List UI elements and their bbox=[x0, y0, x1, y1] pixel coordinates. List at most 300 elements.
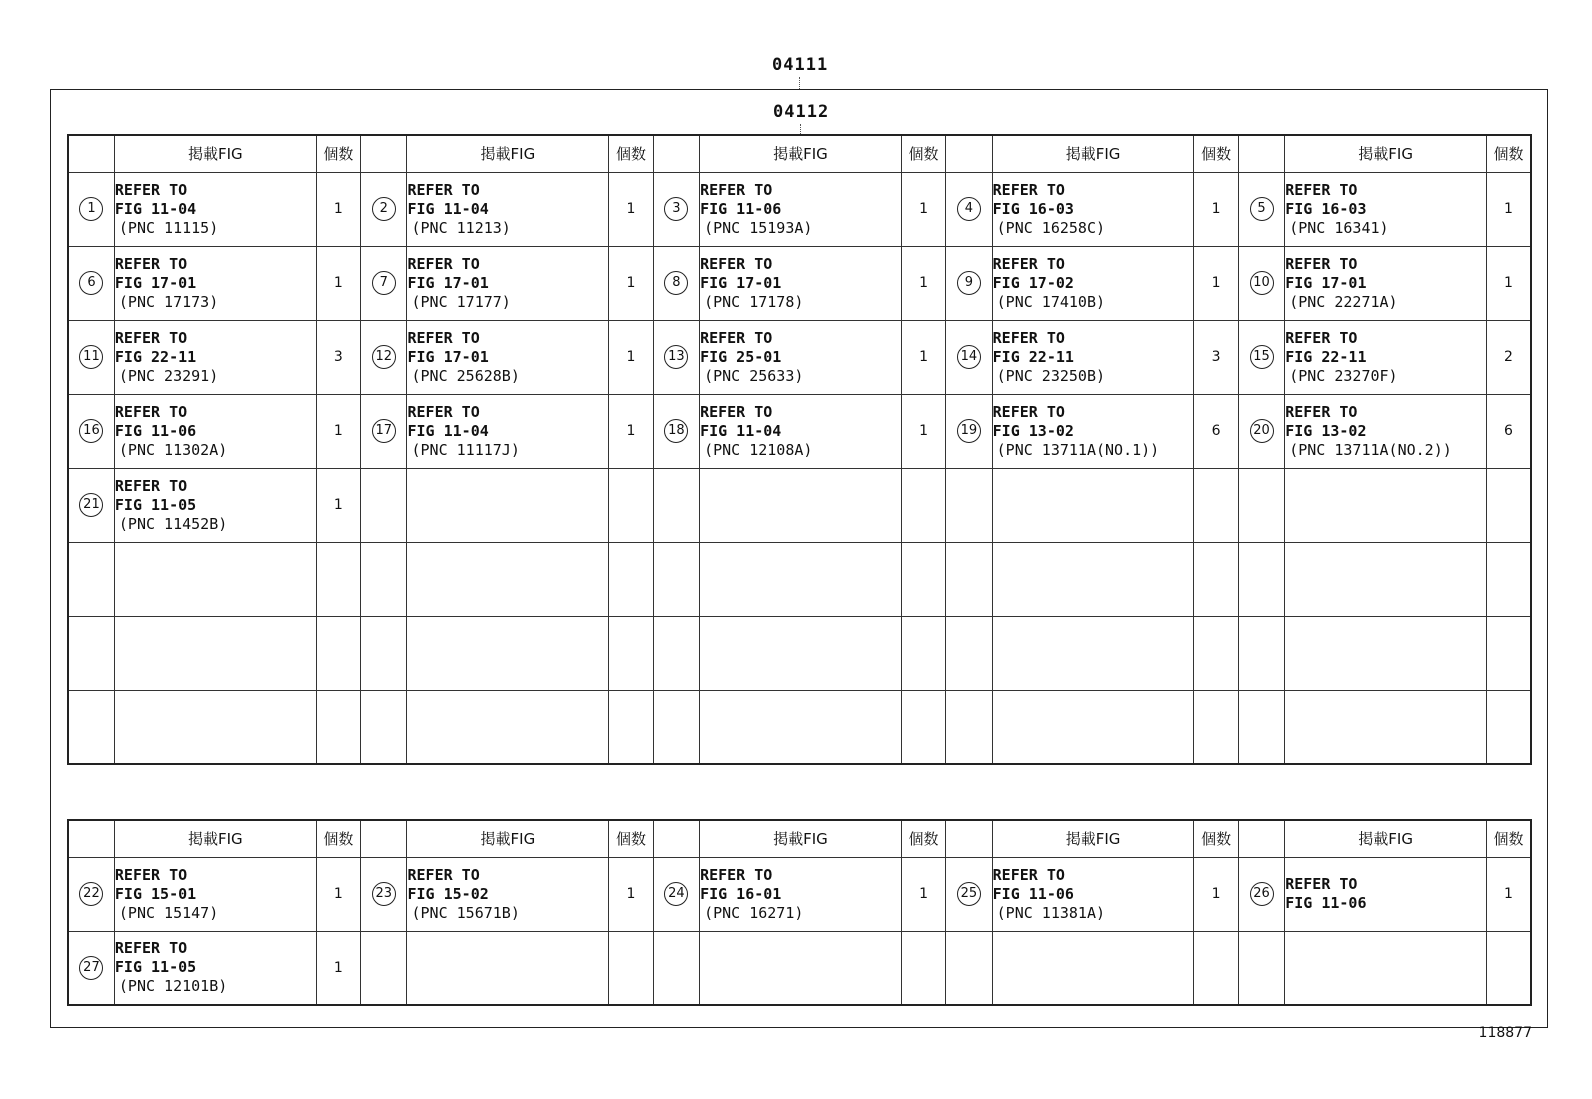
table-row bbox=[68, 172, 1531, 246]
refer-to-label: REFER TO bbox=[1285, 402, 1358, 421]
quantity-cell bbox=[901, 931, 945, 1005]
header-qty: 個数 bbox=[901, 820, 945, 857]
header-fig: 掲載FIG bbox=[407, 820, 609, 857]
quantity-cell bbox=[1487, 857, 1532, 931]
item-number-cell bbox=[653, 857, 699, 931]
header-qty: 個数 bbox=[609, 820, 653, 857]
item-number-cell bbox=[1238, 616, 1284, 690]
fig-reference: FIG 15-01 bbox=[114, 884, 197, 903]
quantity-cell bbox=[1194, 320, 1238, 394]
quantity-cell bbox=[1194, 542, 1238, 616]
quantity-cell bbox=[1487, 931, 1532, 1005]
fig-reference: FIG 11-06 bbox=[992, 884, 1074, 903]
quantity-cell bbox=[316, 172, 360, 246]
reference-cell bbox=[992, 172, 1194, 246]
fig-reference: FIG 11-04 bbox=[407, 199, 489, 218]
quantity-cell bbox=[1487, 246, 1532, 320]
refer-to-label: REFER TO bbox=[992, 180, 1065, 199]
item-number-cell bbox=[946, 931, 992, 1005]
pnc-reference: (PNC 17173) bbox=[118, 292, 219, 311]
item-number-circle: 19 bbox=[957, 419, 981, 443]
reference-cell bbox=[992, 468, 1194, 542]
fig-reference: FIG 22-11 bbox=[1285, 347, 1367, 366]
refer-to-label: REFER TO bbox=[700, 402, 773, 421]
quantity-cell bbox=[316, 320, 360, 394]
reference-cell bbox=[114, 931, 316, 1005]
item-number-cell bbox=[946, 616, 992, 690]
reference-cell bbox=[407, 246, 609, 320]
reference-cell bbox=[1285, 468, 1487, 542]
header-no-cell bbox=[653, 820, 699, 857]
reference-cell bbox=[407, 172, 609, 246]
item-number-cell bbox=[68, 246, 114, 320]
header-qty: 個数 bbox=[1194, 135, 1238, 172]
fig-reference: FIG 11-05 bbox=[114, 958, 197, 977]
fig-reference: FIG 17-01 bbox=[114, 273, 197, 292]
reference-cell bbox=[700, 542, 902, 616]
quantity-value: 1 bbox=[919, 886, 928, 902]
reference-cell bbox=[407, 616, 609, 690]
quantity-value: 1 bbox=[626, 201, 636, 217]
item-number-circle: 16 bbox=[79, 419, 103, 443]
quantity-cell bbox=[901, 394, 945, 468]
header-fig: 掲載FIG bbox=[700, 820, 902, 857]
header-no-cell bbox=[68, 135, 114, 172]
pnc-reference: (PNC 11452B) bbox=[118, 514, 228, 533]
reference-cell bbox=[114, 468, 316, 542]
item-number-cell bbox=[1238, 690, 1284, 764]
reference-cell bbox=[114, 857, 316, 931]
refer-to-label: REFER TO bbox=[700, 180, 773, 199]
table-row bbox=[68, 394, 1531, 468]
item-number-circle: 9 bbox=[957, 271, 981, 295]
reference-cell bbox=[1285, 857, 1487, 931]
item-number-cell bbox=[68, 690, 114, 764]
quantity-cell bbox=[1194, 172, 1238, 246]
reference-cell bbox=[700, 931, 902, 1005]
item-number-cell bbox=[653, 172, 699, 246]
item-number-cell bbox=[653, 320, 699, 394]
refer-to-label: REFER TO bbox=[407, 328, 480, 347]
item-number-cell bbox=[1238, 394, 1284, 468]
header-qty: 個数 bbox=[1487, 135, 1532, 172]
quantity-value: 1 bbox=[919, 423, 928, 439]
item-number-cell bbox=[1238, 857, 1284, 931]
item-number-cell bbox=[361, 542, 407, 616]
quantity-cell bbox=[1194, 931, 1238, 1005]
quantity-cell bbox=[901, 172, 945, 246]
item-number-circle: 1 bbox=[79, 197, 103, 221]
refer-to-label: REFER TO bbox=[114, 939, 188, 958]
quantity-cell bbox=[609, 542, 653, 616]
item-number-circle: 25 bbox=[957, 882, 981, 906]
quantity-cell bbox=[316, 857, 360, 931]
item-number-circle: 14 bbox=[957, 345, 981, 369]
quantity-value: 1 bbox=[626, 275, 636, 291]
reference-cell bbox=[407, 690, 609, 764]
reference-cell bbox=[700, 394, 902, 468]
refer-to-label: REFER TO bbox=[700, 328, 773, 347]
reference-cell bbox=[992, 246, 1194, 320]
reference-cell bbox=[1285, 394, 1487, 468]
refer-to-label: REFER TO bbox=[407, 865, 480, 884]
header-qty: 個数 bbox=[901, 135, 945, 172]
refer-to-label: REFER TO bbox=[407, 180, 480, 199]
item-number-cell bbox=[946, 172, 992, 246]
item-number-cell bbox=[653, 542, 699, 616]
item-number-cell bbox=[361, 468, 407, 542]
item-number-circle: 3 bbox=[664, 197, 688, 221]
item-number-cell bbox=[946, 690, 992, 764]
item-number-circle: 24 bbox=[664, 882, 688, 906]
header-no-cell bbox=[1238, 820, 1284, 857]
reference-cell bbox=[1285, 320, 1487, 394]
quantity-cell bbox=[1487, 542, 1532, 616]
reference-cell bbox=[700, 690, 902, 764]
quantity-cell bbox=[1194, 246, 1238, 320]
reference-cell bbox=[407, 542, 609, 616]
reference-cell bbox=[114, 320, 316, 394]
fig-reference: FIG 16-01 bbox=[700, 884, 782, 903]
refer-to-label: REFER TO bbox=[1285, 328, 1358, 347]
pnc-reference: (PNC 12108A) bbox=[704, 440, 813, 459]
quantity-value: 1 bbox=[1211, 886, 1221, 902]
item-number-cell bbox=[1238, 246, 1284, 320]
item-number-cell bbox=[361, 320, 407, 394]
refer-to-label: REFER TO bbox=[114, 254, 188, 273]
refer-to-label: REFER TO bbox=[992, 865, 1065, 884]
quantity-cell bbox=[901, 690, 945, 764]
quantity-value: 1 bbox=[626, 886, 636, 902]
figure-number: 118877 bbox=[1478, 1025, 1532, 1041]
refer-to-label: REFER TO bbox=[992, 254, 1065, 273]
quantity-cell bbox=[1194, 616, 1238, 690]
refer-to-label: REFER TO bbox=[1285, 180, 1358, 199]
refer-to-label: REFER TO bbox=[700, 865, 773, 884]
quantity-cell bbox=[316, 542, 360, 616]
fig-reference: FIG 11-04 bbox=[700, 421, 782, 440]
pnc-reference: (PNC 23270F) bbox=[1289, 366, 1398, 385]
header-qty: 個数 bbox=[316, 820, 360, 857]
pnc-reference: (PNC 11213) bbox=[411, 218, 511, 237]
quantity-cell bbox=[901, 857, 945, 931]
header-row bbox=[68, 135, 1531, 172]
item-number-cell bbox=[946, 857, 992, 931]
fig-reference: FIG 15-02 bbox=[407, 884, 489, 903]
fig-reference: FIG 11-06 bbox=[700, 199, 782, 218]
item-number-cell bbox=[653, 690, 699, 764]
pnc-reference: (PNC 17178) bbox=[704, 292, 804, 311]
fig-reference: FIG 11-06 bbox=[114, 421, 197, 440]
refer-to-label: REFER TO bbox=[114, 865, 188, 884]
quantity-value: 1 bbox=[919, 201, 928, 217]
item-number-cell bbox=[361, 394, 407, 468]
reference-cell bbox=[1285, 690, 1487, 764]
quantity-value: 3 bbox=[333, 349, 343, 365]
item-number-cell bbox=[653, 931, 699, 1005]
quantity-cell bbox=[1194, 468, 1238, 542]
header-fig: 掲載FIG bbox=[1285, 135, 1487, 172]
refer-to-label: REFER TO bbox=[407, 254, 480, 273]
reference-cell bbox=[700, 468, 902, 542]
quantity-cell bbox=[609, 468, 653, 542]
quantity-cell bbox=[609, 616, 653, 690]
header-fig: 掲載FIG bbox=[992, 820, 1194, 857]
reference-cell bbox=[1285, 931, 1487, 1005]
item-number-cell bbox=[946, 468, 992, 542]
item-number-circle: 15 bbox=[1250, 345, 1274, 369]
pnc-reference: (PNC 17177) bbox=[411, 292, 511, 311]
reference-cell bbox=[114, 542, 316, 616]
reference-cell bbox=[992, 931, 1194, 1005]
pnc-reference: (PNC 11302A) bbox=[118, 440, 228, 459]
header-no-cell bbox=[361, 135, 407, 172]
reference-cell bbox=[114, 172, 316, 246]
fig-reference: FIG 16-03 bbox=[992, 199, 1074, 218]
quantity-value: 1 bbox=[1504, 201, 1513, 217]
fig-reference: FIG 17-01 bbox=[407, 273, 489, 292]
fig-reference: FIG 13-02 bbox=[992, 421, 1074, 440]
quantity-value: 6 bbox=[1504, 423, 1513, 439]
quantity-cell bbox=[1487, 320, 1532, 394]
item-number-circle: 22 bbox=[79, 882, 103, 906]
table-row bbox=[68, 468, 1531, 542]
reference-cell bbox=[700, 857, 902, 931]
fig-reference: FIG 17-01 bbox=[700, 273, 782, 292]
item-number-circle: 26 bbox=[1250, 882, 1274, 906]
header-qty: 個数 bbox=[1194, 820, 1238, 857]
item-number-cell bbox=[653, 616, 699, 690]
pnc-reference: (PNC 11117J) bbox=[411, 440, 520, 459]
fig-reference: FIG 17-01 bbox=[1285, 273, 1367, 292]
reference-cell bbox=[114, 246, 316, 320]
table-row bbox=[68, 931, 1531, 1005]
quantity-cell bbox=[1487, 468, 1532, 542]
table-row bbox=[68, 616, 1531, 690]
header-no-cell bbox=[946, 135, 992, 172]
quantity-cell bbox=[609, 320, 653, 394]
quantity-cell bbox=[609, 246, 653, 320]
quantity-cell bbox=[1487, 394, 1532, 468]
quantity-cell bbox=[316, 246, 360, 320]
reference-cell bbox=[114, 690, 316, 764]
quantity-value: 1 bbox=[333, 959, 343, 976]
quantity-value: 1 bbox=[1504, 275, 1513, 291]
fig-reference: FIG 11-04 bbox=[114, 199, 197, 218]
reference-cell bbox=[1285, 542, 1487, 616]
quantity-cell bbox=[901, 468, 945, 542]
header-fig: 掲載FIG bbox=[700, 135, 902, 172]
item-number-cell bbox=[1238, 468, 1284, 542]
header-fig: 掲載FIG bbox=[114, 820, 316, 857]
item-number-cell bbox=[68, 616, 114, 690]
reference-cell bbox=[700, 616, 902, 690]
item-number-cell bbox=[1238, 542, 1284, 616]
quantity-value: 3 bbox=[1211, 349, 1221, 365]
pnc-reference: (PNC 22271A) bbox=[1289, 292, 1398, 311]
pnc-reference: (PNC 23250B) bbox=[996, 366, 1106, 385]
quantity-cell bbox=[316, 468, 360, 542]
pnc-reference: (PNC 16258C) bbox=[996, 218, 1106, 237]
item-number-circle: 12 bbox=[372, 345, 396, 369]
header-no-cell bbox=[361, 820, 407, 857]
reference-cell bbox=[992, 690, 1194, 764]
reference-cell bbox=[1285, 246, 1487, 320]
item-number-cell bbox=[653, 468, 699, 542]
quantity-cell bbox=[609, 172, 653, 246]
item-number-circle: 20 bbox=[1250, 419, 1274, 443]
reference-table-main bbox=[67, 134, 1532, 765]
header-row bbox=[68, 820, 1531, 857]
quantity-value: 1 bbox=[333, 886, 343, 902]
refer-to-label: REFER TO bbox=[114, 180, 188, 199]
refer-to-label: REFER TO bbox=[992, 328, 1065, 347]
pnc-reference: (PNC 16341) bbox=[1289, 218, 1389, 237]
header-qty: 個数 bbox=[1487, 820, 1532, 857]
refer-to-label: REFER TO bbox=[114, 402, 188, 421]
pnc-reference: (PNC 15671B) bbox=[411, 903, 520, 922]
item-number-cell bbox=[946, 394, 992, 468]
fig-reference: FIG 16-03 bbox=[1285, 199, 1367, 218]
pnc-reference: (PNC 11381A) bbox=[996, 903, 1106, 922]
refer-to-label: REFER TO bbox=[1285, 254, 1358, 273]
quantity-cell bbox=[609, 931, 653, 1005]
refer-to-label: REFER TO bbox=[407, 402, 480, 421]
quantity-cell bbox=[609, 690, 653, 764]
item-number-cell bbox=[68, 468, 114, 542]
refer-to-label: REFER TO bbox=[992, 402, 1065, 421]
header-qty: 個数 bbox=[316, 135, 360, 172]
quantity-cell bbox=[901, 320, 945, 394]
fig-reference: FIG 17-02 bbox=[992, 273, 1074, 292]
item-number-circle: 4 bbox=[957, 197, 981, 221]
item-number-cell bbox=[653, 246, 699, 320]
pnc-reference: (PNC 25633) bbox=[704, 366, 804, 385]
item-number-cell bbox=[361, 246, 407, 320]
quantity-cell bbox=[316, 931, 360, 1005]
header-no-cell bbox=[946, 820, 992, 857]
outer-code: 04111 bbox=[772, 55, 829, 75]
item-number-circle: 21 bbox=[79, 493, 103, 517]
item-number-circle: 18 bbox=[664, 419, 688, 443]
reference-cell bbox=[992, 542, 1194, 616]
quantity-value: 1 bbox=[1211, 275, 1221, 291]
table-row bbox=[68, 246, 1531, 320]
quantity-cell bbox=[609, 394, 653, 468]
item-number-circle: 10 bbox=[1250, 271, 1274, 295]
refer-to-label: REFER TO bbox=[700, 254, 773, 273]
reference-cell bbox=[1285, 172, 1487, 246]
quantity-cell bbox=[316, 616, 360, 690]
reference-cell bbox=[992, 394, 1194, 468]
quantity-value: 1 bbox=[919, 275, 928, 291]
quantity-value: 1 bbox=[626, 423, 636, 439]
fig-reference: FIG 17-01 bbox=[407, 347, 489, 366]
pnc-reference: (PNC 12101B) bbox=[118, 977, 228, 996]
item-number-circle: 7 bbox=[372, 271, 396, 295]
header-no-cell bbox=[68, 820, 114, 857]
pnc-reference: (PNC 13711A(NO.2)) bbox=[1289, 440, 1452, 459]
quantity-value: 1 bbox=[1504, 886, 1513, 902]
fig-reference: FIG 11-05 bbox=[114, 495, 197, 514]
fig-reference: FIG 25-01 bbox=[700, 347, 782, 366]
header-fig: 掲載FIG bbox=[1285, 820, 1487, 857]
refer-to-label: REFER TO bbox=[1285, 875, 1358, 893]
quantity-cell bbox=[1487, 616, 1532, 690]
refer-to-label: REFER TO bbox=[114, 476, 188, 495]
header-fig: 掲載FIG bbox=[992, 135, 1194, 172]
item-number-cell bbox=[1238, 931, 1284, 1005]
item-number-cell bbox=[361, 172, 407, 246]
pnc-reference: (PNC 15193A) bbox=[704, 218, 813, 237]
quantity-cell bbox=[1487, 172, 1532, 246]
item-number-cell bbox=[361, 857, 407, 931]
pnc-reference: (PNC 16271) bbox=[704, 903, 804, 922]
fig-reference: FIG 22-11 bbox=[114, 347, 197, 366]
item-number-circle: 13 bbox=[664, 345, 688, 369]
quantity-value: 1 bbox=[626, 349, 636, 365]
header-no-cell bbox=[1238, 135, 1284, 172]
header-fig: 掲載FIG bbox=[407, 135, 609, 172]
item-number-circle: 11 bbox=[79, 345, 103, 369]
reference-cell bbox=[700, 320, 902, 394]
table-row bbox=[68, 320, 1531, 394]
item-number-cell bbox=[68, 394, 114, 468]
reference-cell bbox=[700, 246, 902, 320]
item-number-circle: 6 bbox=[79, 271, 103, 295]
item-number-cell bbox=[1238, 320, 1284, 394]
item-number-circle: 27 bbox=[79, 956, 103, 980]
quantity-cell bbox=[316, 394, 360, 468]
quantity-value: 1 bbox=[1211, 201, 1221, 217]
item-number-cell bbox=[361, 690, 407, 764]
reference-cell bbox=[992, 320, 1194, 394]
item-number-cell bbox=[946, 246, 992, 320]
item-number-cell bbox=[946, 320, 992, 394]
reference-cell bbox=[700, 172, 902, 246]
reference-cell bbox=[407, 857, 609, 931]
reference-cell bbox=[1285, 616, 1487, 690]
item-number-circle: 8 bbox=[664, 271, 688, 295]
item-number-circle: 5 bbox=[1250, 197, 1274, 221]
item-number-cell bbox=[68, 542, 114, 616]
item-number-cell bbox=[68, 857, 114, 931]
quantity-cell bbox=[1194, 857, 1238, 931]
quantity-cell bbox=[901, 616, 945, 690]
inner-code: 04112 bbox=[773, 102, 830, 122]
quantity-cell bbox=[1487, 690, 1532, 764]
fig-reference: FIG 22-11 bbox=[992, 347, 1074, 366]
reference-cell bbox=[407, 320, 609, 394]
fig-reference: FIG 11-04 bbox=[407, 421, 489, 440]
reference-cell bbox=[407, 468, 609, 542]
pnc-reference: (PNC 11115) bbox=[118, 218, 219, 237]
fig-reference: FIG 13-02 bbox=[1285, 421, 1367, 440]
table-row bbox=[68, 542, 1531, 616]
pnc-reference: (PNC 13711A(NO.1)) bbox=[996, 440, 1160, 459]
item-number-circle: 23 bbox=[372, 882, 396, 906]
reference-cell bbox=[407, 931, 609, 1005]
item-number-cell bbox=[946, 542, 992, 616]
quantity-value: 2 bbox=[1504, 349, 1513, 365]
quantity-value: 1 bbox=[333, 497, 343, 513]
item-number-cell bbox=[68, 320, 114, 394]
quantity-cell bbox=[1194, 394, 1238, 468]
reference-cell bbox=[114, 616, 316, 690]
quantity-cell bbox=[1194, 690, 1238, 764]
fig-reference: FIG 11-06 bbox=[1285, 894, 1367, 912]
item-number-cell bbox=[1238, 172, 1284, 246]
